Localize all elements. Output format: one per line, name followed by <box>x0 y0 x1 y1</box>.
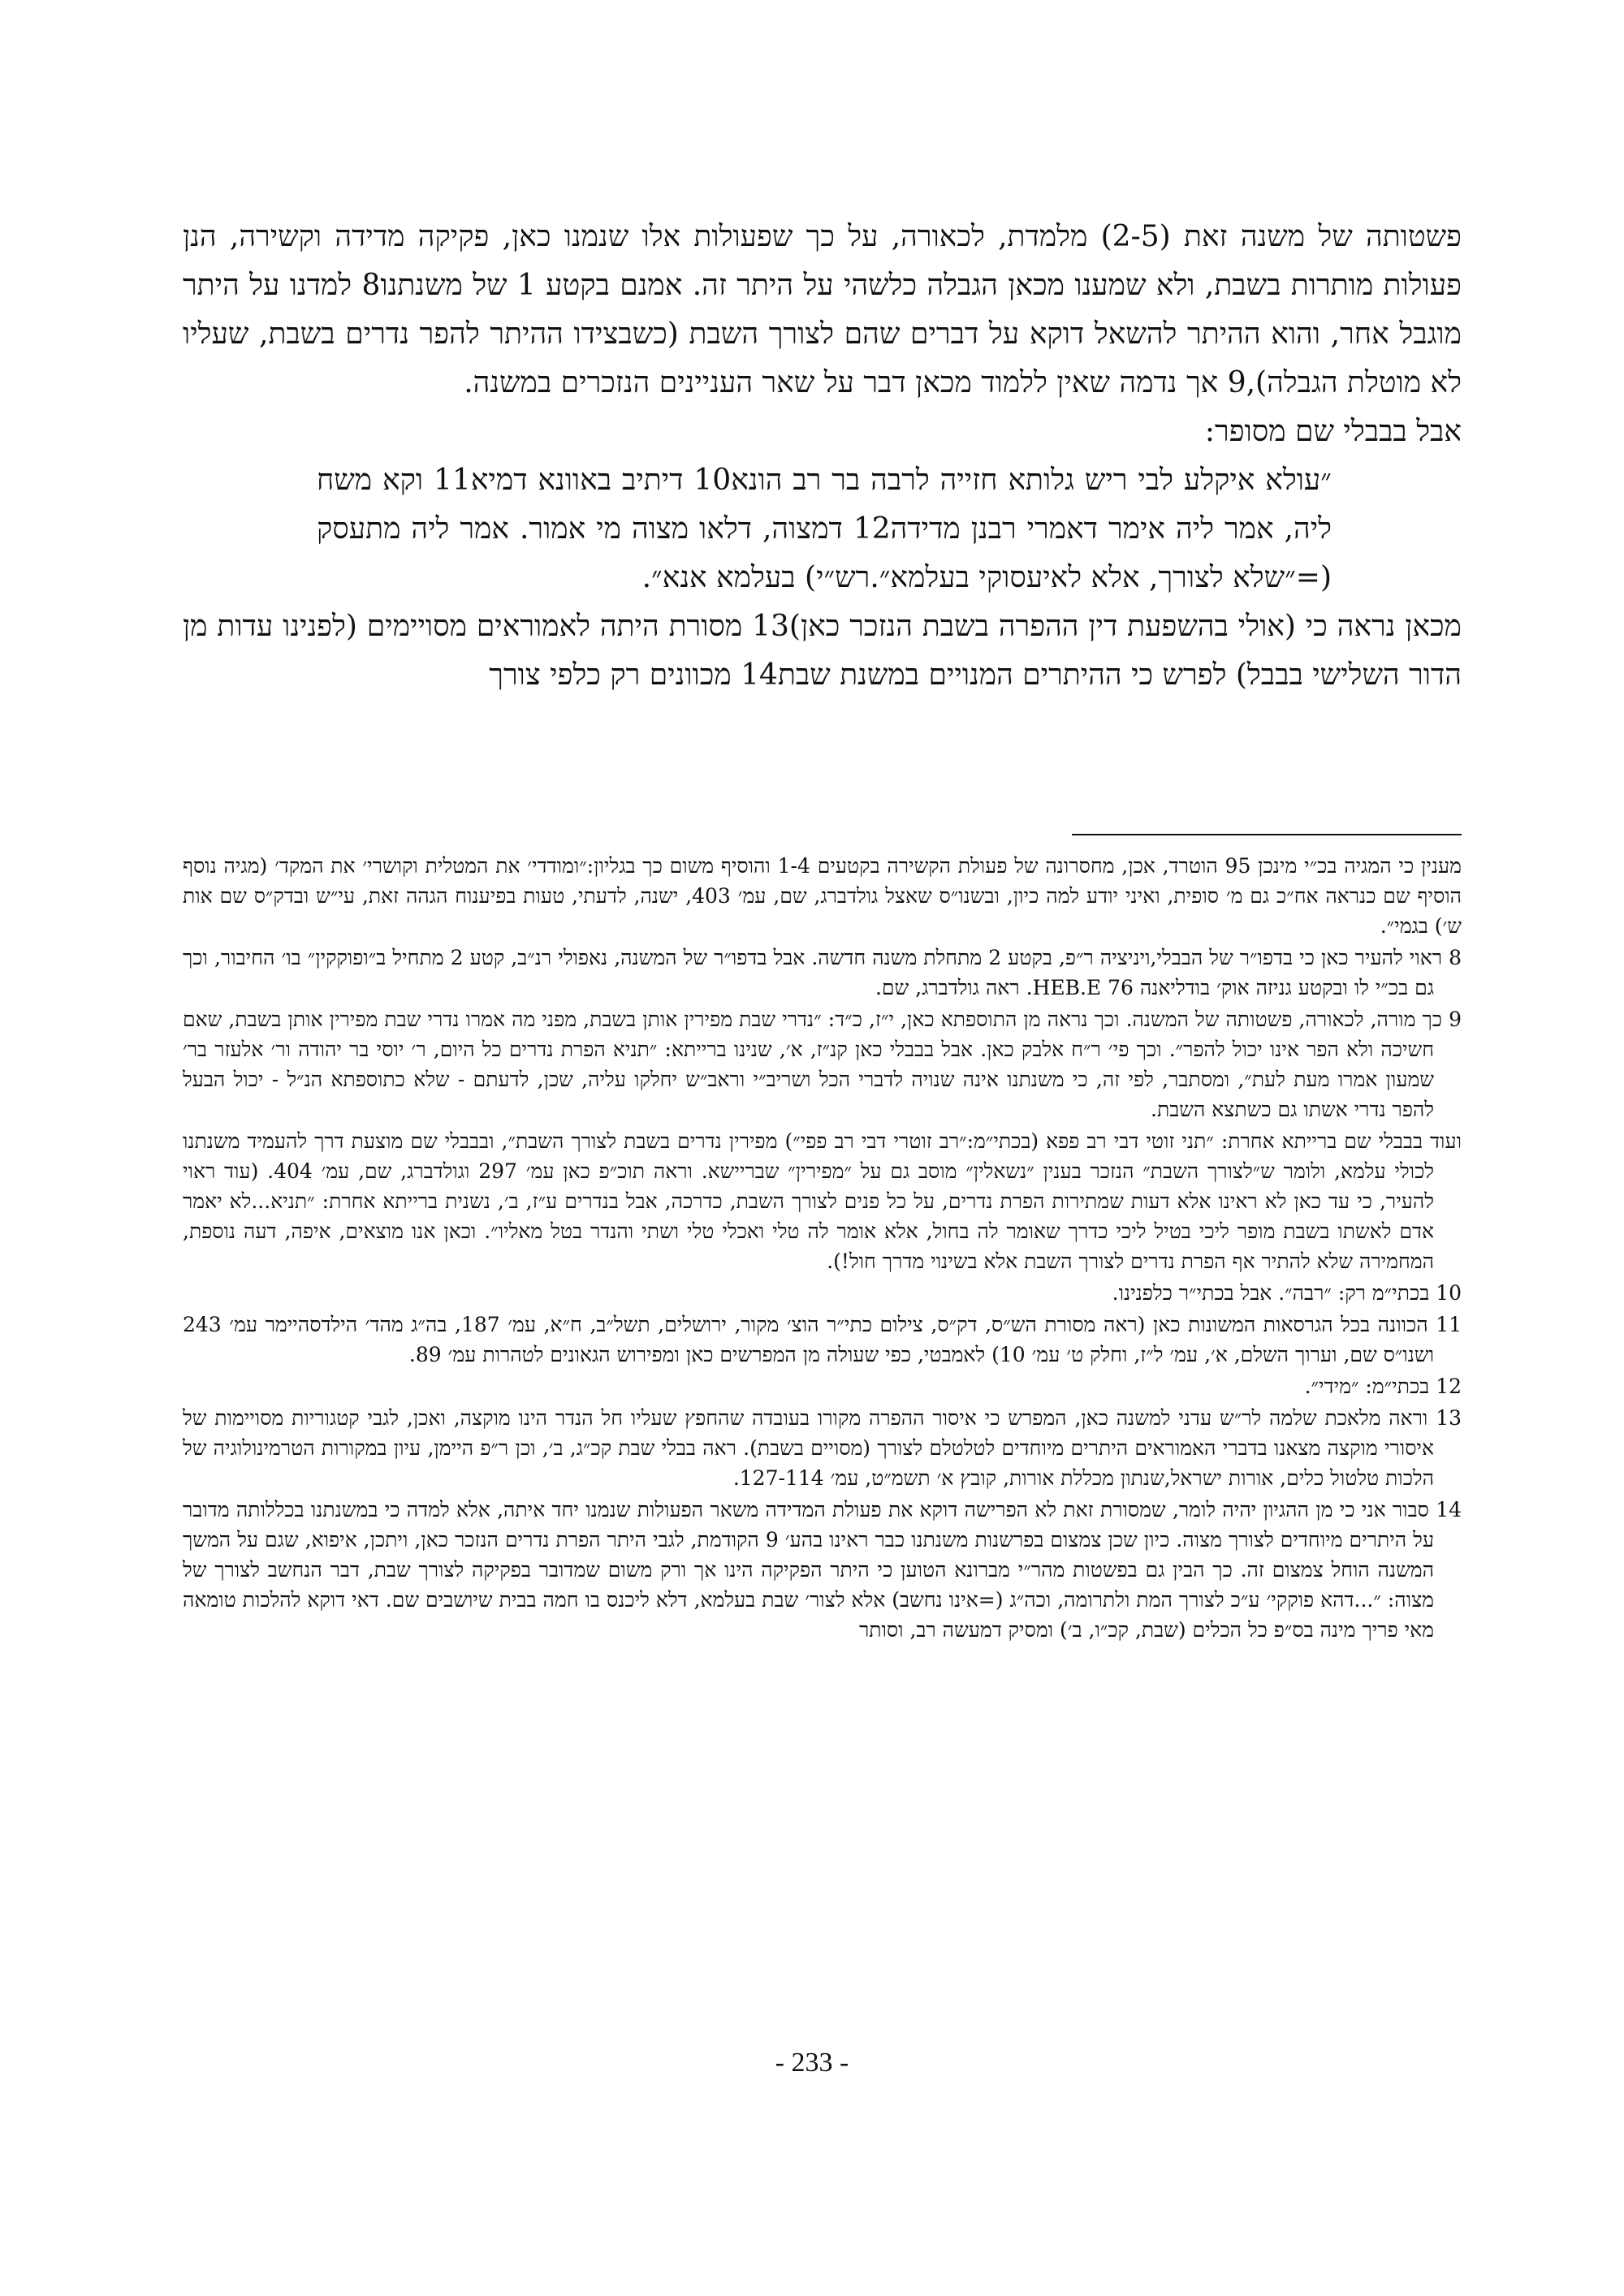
page-number: - 233 - <box>775 2048 849 2078</box>
footnote-11: 11 הכוונה בכל הגרסאות המשונות כאן (ראה מסורת הש״ס, דק״ס, צילום כתי״ר הוצ׳ מקור, ירושלים, תשל״ב, ח״א, עמ׳ 187, בה״ג מהד׳ הילדסהיימר עמ׳ 243 ושנו״ס שם, וערוך השלם, א׳, עמ׳ ל״ז, וחלק ט׳ עמ׳ 10) לאמבטי, כפי שעולה מן המפרשים כאן ומפירוש הגאונים לטהרות עמ׳ 89. <box>183 1313 1462 1366</box>
paragraph-mishnah-reading: פשטותה של משנה זאת (2-5) מלמדת, לכאורה, על כך שפעולות אלו שנמנו כאן, פקיקה מדידה וקשירה, הנן פעולות מותרות בשבת, ולא שמענו מכאן הגבלה כלשהי על היתר זה. אמנם בקטע 1 של משנתנו8 למדנו על היתר מוגבל אחר, והוא ההיתר להשאל דוקא על דברים שהם לצורך השבת (כשבצידו ההיתר להפר נדרים בשבת, שעליו לא מוטלת הגבלה),9 אך נדמה שאין ללמוד מכאן דבר על שאר העניינים הנזכרים במשנה. <box>183 220 1462 399</box>
paragraph-conclusion: מכאן נראה כי (אולי בהשפעת דין ההפרה בשבת הנזכר כאן)13 מסורת היתה לאמוראים מסויימים (לפנינו עדות מן הדור השלישי בבבל) לפרש כי ההיתרים המנויים במשנת שבת14 מכוונים רק כלפי צורך <box>183 610 1462 692</box>
footnote-13: 13 וראה מלאכת שלמה לר״ש עדני למשנה כאן, המפרש כי איסור ההפרה מקורו בעובדה שהחפץ שעליו חל הנדר הינו מוקצה, ואכן, לגבי קטגוריות מסויימות של איסורי מוקצה מצאנו בדברי האמוראים היתרים מיוחדים לטלטלם לצורך (מסויים בשבת). ראה בבלי שבת קכ״ג, ב׳, וכן ר״פ היימן, עיון במקורות הטרמינולוגיה של הלכות טלטול כלים, אורות ישראל,שנתון מכללת אורות, קובץ א׳ תשמ״ט, עמ׳ 127-114. <box>183 1406 1462 1490</box>
footnote-separator <box>1072 834 1462 835</box>
talmud-quote: ״עולא איקלע לבי ריש גלותא חזייה לרבה בר רב הונא10 דיתיב באוונא דמיא11 וקא משח ליה, אמר ליה אימר דאמרי רבנן מדידה12 דמצוה, דלאו מצוה מי אמור. אמר ליה מתעסק (=״שלא לצורך, אלא לאיעסוקי בעלמא״.רש״י) בעלמא אנא״. <box>317 464 1332 594</box>
footnote-continuation: מענין כי המגיה בכ״י מינכן 95 הוטרד, אכן, מחסרונה של פעולת הקשירה בקטעים 1-4 והוסיף משום כך בגליון:״ומודדי׳ את המטלית וקושרי׳ את המקד׳ (מגיה נוסף הוסיף שם כנראה אח״כ גם מ׳ סופית, ואיני יודע למה כיון, ובשנו״ס שאצל גולדברג, שם, עמ׳ 403, ישנה, לדעתי, טעות בפיענוח הגהה זאת, עי״ש ובדק״ס שם אות ש׳) בגמי״. <box>183 854 1462 938</box>
footnotes <box>183 851 1462 1646</box>
footnote-9-continued: ועוד בבבלי שם ברייתא אחרת: ״תני זוטי דבי רב פפא (בכתי״מ:״רב זוטרי דבי רב פפי״) מפירין נדרים בשבת לצורך השבת״, ובבבלי שם מוצעת דרך להעמיד משנתנו לכולי עלמא, ולומר ש״לצורך השבת״ הנזכר בענין ״נשאלין״ מוסב גם על ״מפירין״ שבריישא. וראה תוכ״פ כאן עמ׳ 297 וגולדברג, שם, עמ׳ 404. (עוד ראוי להעיר, כי עד כאן לא ראינו אלא דעות שמתירות הפרת נדרים, על כל פנים לצורך השבת, כדרכה, אבל בנדרים ע״ז, ב׳, נשנית ברייתא אחרת: ״תניא...לא יאמר אדם לאשתו בשבת מופר ליכי בטיל ליכי כדרך שאומר לה בחול, אלא אומר לה טלי ואכלי טלי ושתי והנדר בטל מאליו״. וכאן אנו מוצאים, איפה, דעה נוספת, המחמירה שלא להתיר אף הפרת נדרים לצורך השבת אלא בשינוי מדרך חול!). <box>183 1129 1462 1273</box>
footnote-12: 12 בכתי״מ: ״מידי״. <box>1304 1375 1462 1398</box>
footnote-14: 14 סבור אני כי מן ההגיון יהיה לומר, שמסורת זאת לא הפרישה דוקא את פעולת המדידה משאר הפעולות שנמנו יחד איתה, אלא למדה כי במשנתנו בכללותה מדובר על היתרים מיוחדים לצורך מצוה. כיון שכן צמצום בפרשנות משנתנו כבר ראינו בהע׳ 9 הקודמת, לגבי היתר הפרת נדרים הנזכר כאן, ויתכן, איפוא, שגם על המשך המשנה הוחל צמצום זה. כך הבין גם בפשטות מהר״י מברונא הטוען כי היתר הפקיקה הינו אך ורק משום שמדובר בפקיקה לצורך שבת, דבר הנחשב לצורך של מצוה: ״...דהא פוקקי׳ ע״כ לצורך המת ולתרומה, וכה״ג (=אינו נחשב) אלא לצור׳ שבת בעלמא, דלא ליכנס בו חמה בבית שיושבים שם. דאי דוקא להלכות טומאה מאי פריך מינה בס״פ כל הכלים (שבת, קכ״ו, ב׳) ומסיק דמעשה רב, וסותר <box>183 1498 1462 1642</box>
footnote-10: 10 בכתי״מ רק: ״רבה״. אבל בכתי״ר כלפנינו. <box>1112 1281 1462 1305</box>
footnote-8: 8 ראוי להעיר כאן כי בדפו״ר של הבבלי,ויניציה ר״פ, בקטע 2 מתחלת משנה חדשה. אבל בדפו״ר של המשנה, נאפולי רנ״ב, קטע 2 מתחיל ב״ופוקקין״ בו׳ החיבור, וכך גם בכ״י לו ובקטע גניזה אוק׳ בודליאנה HEB.E 76. ראה גולדברג, שם. <box>183 946 1462 999</box>
footnote-9: 9 כך מורה, לכאורה, פשטותה של המשנה. וכך נראה מן התוספתא כאן, י״ז, כ״ד: ״נדרי שבת מפירין אותן בשבת, מפני מה אמרו נדרי שבת מפירין אותן בשבת, שאם חשיכה ולא הפר אינו יכול להפר״. וכך פי׳ ר״ח אלבק כאן. אבל בבבלי כאן קנ״ז, א׳, שנינו ברייתא: ״תניא הפרת נדרים כל היום, ר׳ יוסי בר יהודה ור׳ אלעזר בר׳ שמעון אמרו מעת לעת״, ומסתבר, לפי זה, כי משנתנו אינה שנויה לדברי הכל ושריב״י וראב״ש יחלקו עליה, שכן, לדעתם - שלא כתוספתא הנ״ל - יכול הבעל להפר נדרי אשתו גם כשתצא השבת. <box>183 1008 1462 1121</box>
main-text <box>183 213 1462 700</box>
paragraph-bavli-intro: אבל בבבלי שם מסופר: <box>1204 415 1462 448</box>
